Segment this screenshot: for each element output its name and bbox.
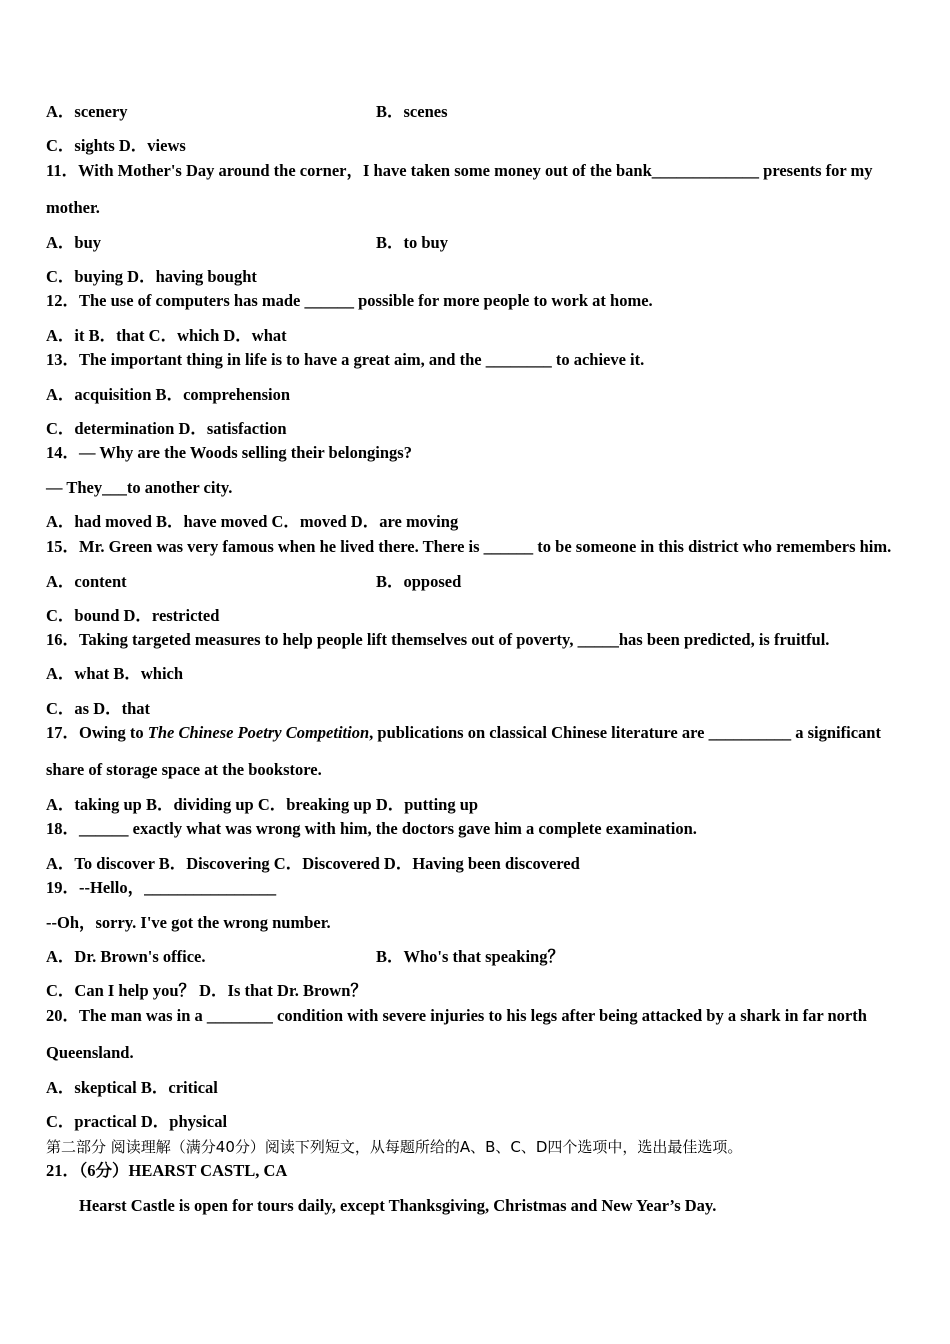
q20-stem-cont: Queensland. <box>46 1043 134 1062</box>
q12-stem: 12．The use of computers has made ______ possible for more people to work at home. <box>46 291 653 310</box>
q15-options-cd: C．bound D．restricted <box>46 606 220 625</box>
option-b: B．scenes <box>376 102 448 121</box>
q18-stem: 18．______ exactly what was wrong with him, the doctors gave him a complete examination. <box>46 819 697 838</box>
q20-options-cd: C．practical D．physical <box>46 1112 228 1131</box>
q15-options-ab <box>46 572 462 592</box>
option-b: B．to buy <box>376 233 448 252</box>
option-a: A．buy <box>46 233 102 252</box>
q19-options-cd: C．Can I help you？ D．Is that Dr. Brown？ <box>46 981 367 1000</box>
q10-options-cd: C．sights D．views <box>46 136 186 155</box>
q14-options: A．had moved B．have moved C．moved D．are moving <box>46 512 459 531</box>
q19-options-ab <box>46 947 564 967</box>
q16-options-cd: C．as D．that <box>46 699 151 718</box>
q13-options-ab: A．acquisition B．comprehension <box>46 385 291 404</box>
option-b: B．Who's that speaking？ <box>376 947 564 966</box>
q16-stem: 16．Taking targeted measures to help people lift themselves out of poverty, _____has been predicted, is fruitful. <box>46 630 830 649</box>
q18-options: A．To discover B．Discovering C．Discovered D．Having been discovered <box>46 854 580 873</box>
q17-stem-suffix: , publications on classical Chinese literature are __________ a significant <box>369 723 881 742</box>
q10-options-ab <box>46 102 448 122</box>
q12-options: A．it B．that C．which D．what <box>46 326 287 345</box>
q17-stem-prefix: 17．Owing to <box>46 723 148 742</box>
q17-options: A．taking up B．dividing up C．breaking up D．putting up <box>46 795 479 814</box>
q11-stem-cont: mother. <box>46 198 100 217</box>
q21-heading: 21．（6分）HEARST CASTL, CA <box>46 1161 288 1180</box>
q13-options-cd: C．determination D．satisfaction <box>46 419 287 438</box>
q16-options-ab: A．what B．which <box>46 664 184 683</box>
option-a: A．content <box>46 572 127 591</box>
passage-paragraph: Hearst Castle is open for tours daily, except Thanksgiving, Christmas and New Year’s Day. <box>79 1196 717 1215</box>
q14-stem: 14．— Why are the Woods selling their belongings? <box>46 443 412 462</box>
option-a: A．scenery <box>46 102 128 121</box>
q20-stem: 20．The man was in a ________ condition with severe injuries to his legs after being attacked by a shark in far north <box>46 1006 867 1025</box>
q17-title-italic: The Chinese Poetry Competition <box>147 723 370 742</box>
q17-stem-cont: share of storage space at the bookstore. <box>46 760 322 779</box>
q19-stem-cont: --Oh，sorry. I've got the wrong number. <box>46 913 331 932</box>
q13-stem: 13．The important thing in life is to have a great aim, and the ________ to achieve it. <box>46 350 645 369</box>
q11-stem: 11．With Mother's Day around the corner，I have taken some money out of the bank_____________ presents for my <box>46 161 873 180</box>
q17-stem <box>46 723 881 743</box>
q11-options-ab <box>46 233 448 253</box>
q20-options-ab: A．skeptical B．critical <box>46 1078 218 1097</box>
q19-stem: 19．--Hello，________________ <box>46 878 277 897</box>
q11-options-cd: C．buying D．having bought <box>46 267 257 286</box>
option-a: A．Dr. Brown's office. <box>46 947 206 966</box>
option-b: B．opposed <box>376 572 462 591</box>
section-heading-reading: 第二部分 阅读理解（满分40分）阅读下列短文，从每题所给的A、B、C、D四个选项中，选出最佳选项。 <box>46 1138 743 1156</box>
q15-stem: 15．Mr. Green was very famous when he lived there. There is ______ to be someone in this district who remembers him. <box>46 537 892 556</box>
q14-stem-cont: — They___to another city. <box>46 478 233 497</box>
